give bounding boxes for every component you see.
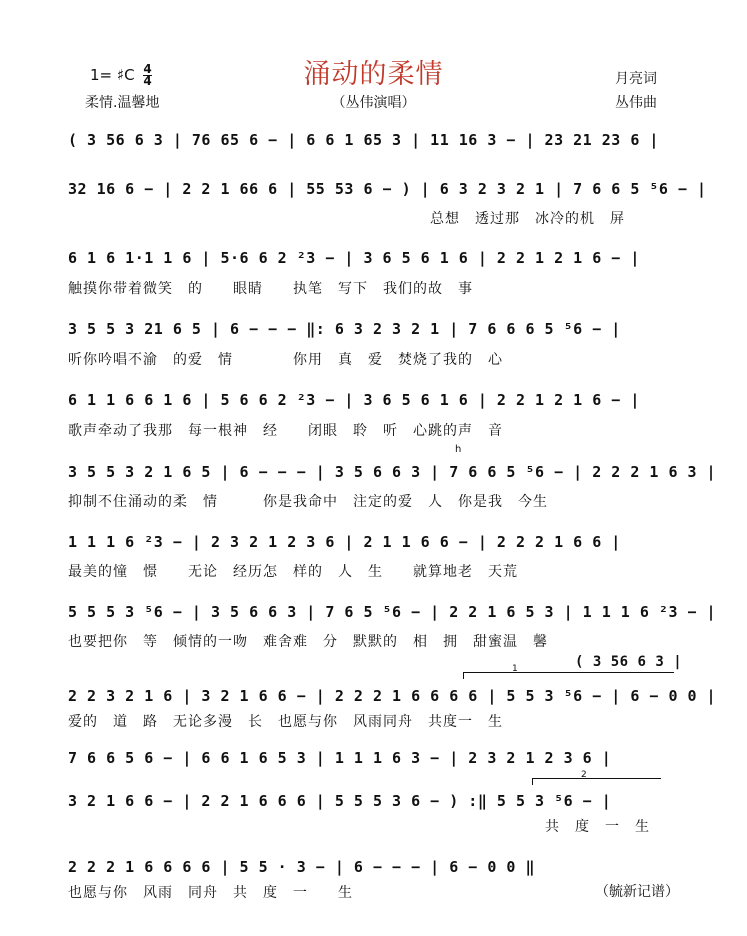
notation-row: 1 1 1 6 ²3 − | 2 3 2 1 2 3 6 | 2 1 1 6 6 − | 2 2 2 1 6 6 | bbox=[68, 533, 621, 551]
lyric-row: 爱的 道 路 无论多漫 长 也愿与你 风雨同舟 共度一 生 bbox=[68, 714, 503, 730]
ending-1-bracket bbox=[463, 664, 674, 679]
time-signature bbox=[143, 64, 151, 87]
singer-note: （丛伟演唱） bbox=[331, 95, 416, 111]
lyric-row: 共 度 一 生 bbox=[545, 819, 650, 835]
key-label: 1= ♯C bbox=[90, 66, 135, 84]
lyric-row: 也要把你 等 倾情的一吻 难舍难 分 默默的 相 拥 甜蜜温 馨 bbox=[68, 634, 548, 650]
lyric-row: 最美的憧 憬 无论 经历怎 样的 人 生 就算地老 天荒 bbox=[68, 564, 518, 580]
notation-row: 3 2 1 6 6 − | 2 2 1 6 6 6 | 5 5 5 3 6 − ) :‖ 5 5 3 ⁵6 − | bbox=[68, 792, 612, 810]
notation-row: 2 2 2 1 6 6 6 6 | 5 5 · 3 − | 6 − − − | 6 − 0 0 ‖ bbox=[68, 858, 536, 876]
time-signature-top: 4 bbox=[143, 62, 152, 76]
notation-row: 3 5 5 3 2 1 6 5 | 6 − − − | 3 5 6 6 3 | 7 6 6 5 ⁵6 − | 2 2 2 1 6 3 | bbox=[68, 463, 717, 481]
key-signature bbox=[90, 64, 152, 87]
notation-row: 3 5 5 3 21 6 5 | 6 − − − ‖: 6 3 2 3 2 1 | 7 6 6 6 5 ⁵6 − | bbox=[68, 320, 621, 338]
tempo-mood: 柔情.温馨地 bbox=[85, 95, 160, 111]
lyric-row: 也愿与你 风雨 同舟 共 度 一 生 bbox=[68, 885, 353, 901]
lyric-row: 触摸你带着微笑 的 眼睛 执笔 写下 我们的故 事 bbox=[68, 281, 473, 297]
notation-row: ( 3 56 6 3 | 76 65 6 − | 6 6 1 65 3 | 11 16 3 − | 23 21 23 6 | bbox=[68, 131, 659, 149]
lyric-row: 总想 透过那 冰冷的机 屏 bbox=[430, 211, 625, 227]
ending-2-bracket bbox=[532, 770, 661, 785]
ending-1-label: 1 bbox=[512, 664, 518, 674]
lyric-row: 抑制不住涌动的柔 情 你是我命中 注定的爱 人 你是我 今生 bbox=[68, 494, 548, 510]
notation-row: 6 1 6 1·1 1 6 | 5·6 6 2 ²3 − | 3 6 5 6 1 6 | 2 2 1 2 1 6 − | bbox=[68, 249, 640, 267]
notation-row: 6 1 1 6 6 1 6 | 5 6 6 2 ²3 − | 3 6 5 6 1 6 | 2 2 1 2 1 6 − | bbox=[68, 391, 640, 409]
notation-row: 7 6 6 5 6 − | 6 6 1 6 5 3 | 1 1 1 6 3 − | 2 3 2 1 2 3 6 | bbox=[68, 749, 612, 767]
composer: 丛伟曲 bbox=[615, 95, 657, 111]
notation-row: 5 5 5 3 ⁵6 − | 3 5 6 6 3 | 7 6 5 ⁵6 − | 2 2 1 6 5 3 | 1 1 1 6 ²3 − | bbox=[68, 603, 717, 621]
transcriber-credit: （毓新记谱） bbox=[595, 884, 679, 900]
lyric-row: 歌声牵动了我那 每一根神 经 闭眼 聆 听 心跳的声 音 bbox=[68, 423, 503, 439]
notation-row: 32 16 6 − | 2 2 1 66 6 | 55 53 6 − ) | 6 3 2 3 2 1 | 7 6 6 5 ⁵6 − | bbox=[68, 180, 707, 198]
page-title: 涌动的柔情 bbox=[303, 59, 444, 90]
margin-scribble: h bbox=[455, 444, 462, 455]
repeat-intro: ( 3 56 6 3 | bbox=[575, 654, 683, 670]
lyricist: 月亮词 bbox=[615, 71, 657, 87]
time-signature-bottom: 4 bbox=[143, 74, 152, 88]
ending-2-label: 2 bbox=[581, 770, 587, 780]
notation-row: 2 2 3 2 1 6 | 3 2 1 6 6 − | 2 2 2 1 6 6 6 6 | 5 5 3 ⁵6 − | 6 − 0 0 | bbox=[68, 687, 717, 705]
lyric-row: 听你吟唱不渝 的爱 情 你用 真 爱 焚烧了我的 心 bbox=[68, 352, 503, 368]
